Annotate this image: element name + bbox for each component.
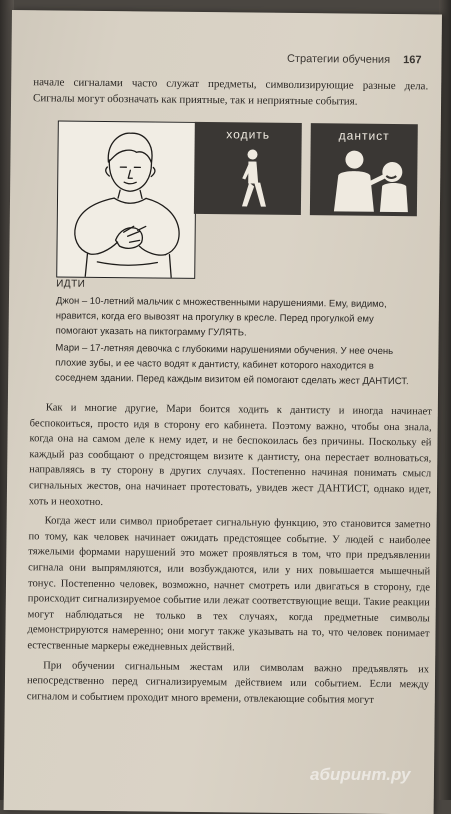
main-text: [27, 400, 432, 712]
chapter-title: Стратегии обучения: [286, 52, 391, 66]
pictogram-dentist-label: дантист: [338, 128, 390, 143]
signing-boy-drawing: [57, 121, 196, 277]
pictogram-walk: [194, 122, 302, 215]
dentist-icon: [310, 145, 418, 214]
walking-person-icon: [194, 144, 302, 213]
intro-paragraph: начале сигналами часто служат предметы, символизирующие разные дела. Сигналы могут обозначать как приятные, так и неприятные события.: [33, 76, 429, 108]
watermark-logo: абиринт.ру: [310, 765, 411, 784]
figure-note-john: Джон – 10-летний мальчик с множественными нарушениями. Ему, видимо, нравится, когда его вывозят на прогулку в кресле. Перед прогулкой ему помогают указать на пиктограмму ГУЛЯТЬ.: [55, 295, 387, 339]
pictogram-walk-label: ходить: [226, 127, 271, 142]
running-header: [287, 53, 422, 66]
body-paragraph: Как и многие другие, Мари боится ходить к дантисту и иногда начинает беспокоиться, просто идя в сторону его кабинета. Поэтому важно, чтобы она знала, когда она на самом деле к нему идет, и не беспокоилась без причины. Поскольку ей каждый раз сообщают о предстоящем визите к дантисту, она перестает волноваться, направляясь в ту сторону в других случаях. Постепенно начиная понимать смысл сигнальных жестов, она начинает протестовать, увидев жест ДАНТИСТ, однако идет, хоть и неохотно.: [28, 402, 432, 508]
page-number: 167: [403, 54, 422, 67]
pictogram-dentist: [310, 123, 418, 216]
body-paragraph: При обучении сигнальным жестам или символам важно предъявлять их непосредственно перед сигнализируемым действием или событием. Если между сигналом и событием проходит много времени, отвлекающие события могут: [26, 659, 430, 706]
sign-caption: ИДТИ: [56, 278, 86, 290]
book-page: [4, 10, 442, 814]
body-paragraph: Когда жест или символ приобретает сигнальную функцию, это становится заметно по тому, как человек начинает ожидать предстоящее событие. У людей с наиболее тяжелыми формами нарушений это может проявляться в том, что при предъявлении сигнала они выпрямляются, или возбуждаются, или у них повышается мышечный тонус. Постепенно человек, возможно, начнет смотреть или двигаться в сторону, где происходит сигнализируемое событие или лежат соответствующие вещи. Такие реакции могут наблюдаться не только в тех случаях, когда предметные символы демонстрируются намеренно; они могут также указывать на то, что человек понимает естественные маркеры ежедневных действий.: [27, 515, 431, 654]
figure-note-mari: Мари – 17-летняя девочка с глубокими нарушениями обучения. У нее очень плохие зубы, и ее часто водят к дантисту, кабинет которого находится в соседнем здании. Перед каждым визитом ей помогают сделать жест ДАНТИСТ.: [55, 342, 409, 388]
sign-illustration: [56, 120, 197, 278]
